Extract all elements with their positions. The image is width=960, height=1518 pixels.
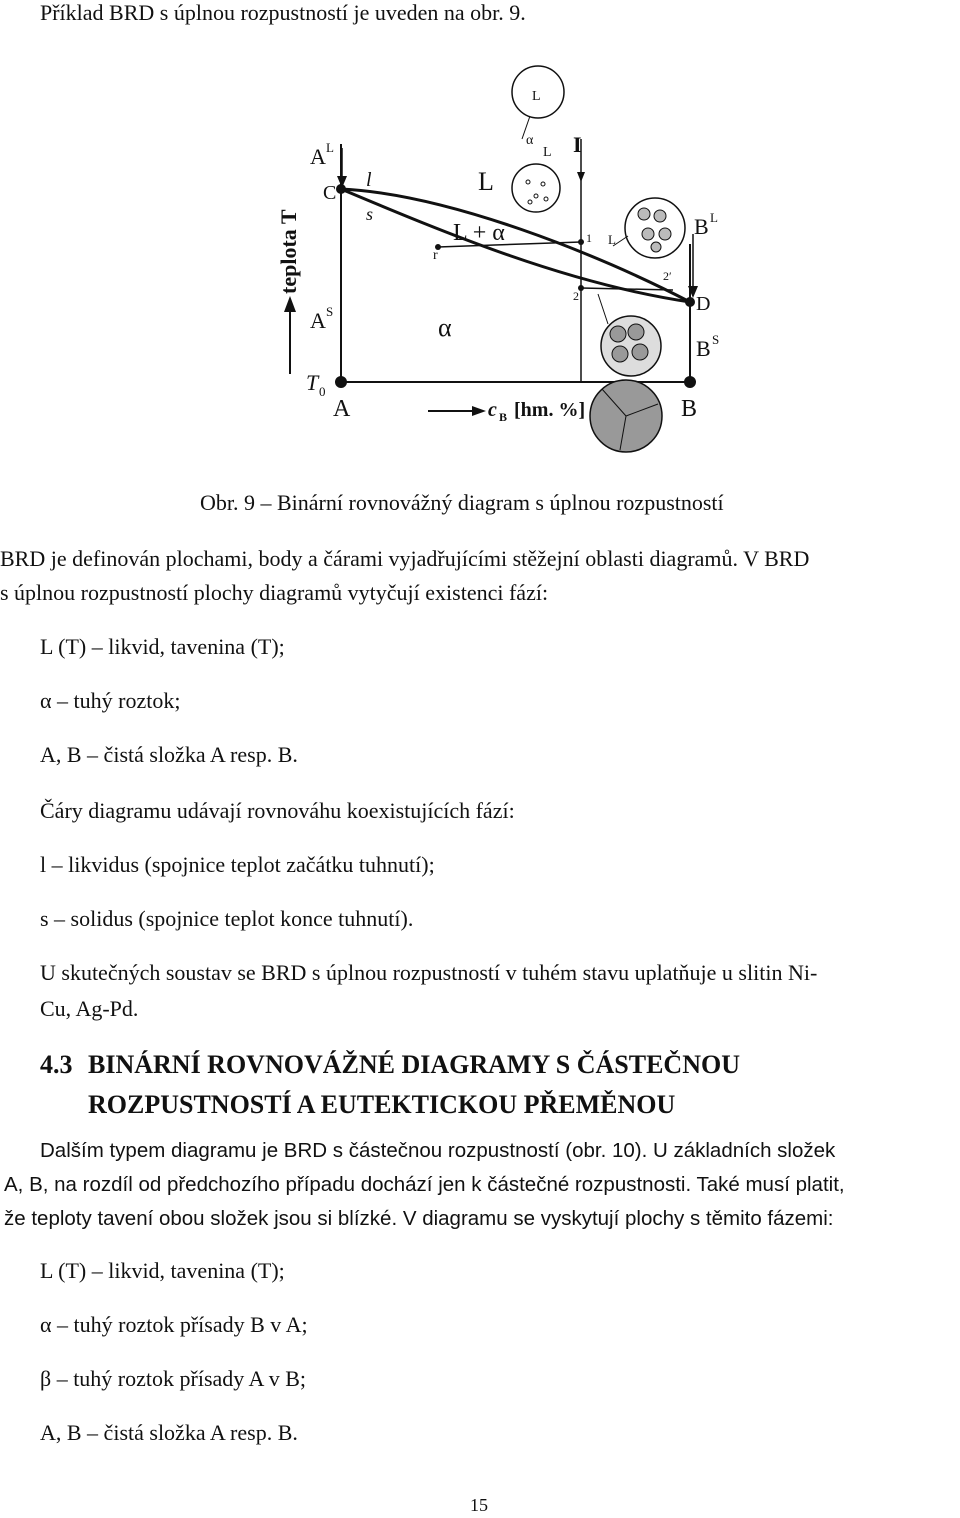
figure-label: B: [696, 336, 711, 361]
list-1-item: α – tuhý roztok;: [40, 688, 181, 713]
paragraph-2: Čáry diagramu udávají rovnováhu koexistujících fází:: [40, 798, 515, 823]
liquidus-curve: [341, 189, 690, 302]
section-title-line-1: BINÁRNÍ ROVNOVÁŽNÉ DIAGRAMY S ČÁSTEČNOU: [88, 1050, 740, 1079]
section-body-line-1: Dalším typem diagramu je BRD s částečnou rozpustností (obr. 10). U základních složek: [40, 1139, 836, 1162]
figure-label: [hm. %]: [514, 399, 586, 421]
figure-label: L: [608, 232, 616, 247]
list-2-item: s – solidus (spojnice teplot konce tuhnutí).: [40, 906, 414, 931]
figure-label: α: [438, 313, 452, 342]
circle-liquid-nuclei: [512, 164, 560, 212]
figure-label: L: [543, 145, 552, 160]
intro-line: Příklad BRD s úplnou rozpustností je uveden na obr. 9.: [40, 0, 526, 25]
solidus-curve: [341, 189, 690, 302]
figure-label: L: [532, 89, 541, 104]
figure-caption: Obr. 9 – Binární rovnovážný diagram s úplnou rozpustností: [200, 490, 724, 515]
section-list-item: β – tuhý roztok přísady A v B;: [40, 1366, 307, 1391]
figure-label: L: [326, 140, 334, 155]
paragraph-3-line-1: U skutečných soustav se BRD s úplnou rozpustností v tuhém stavu uplatňuje u slitin Ni-: [40, 960, 818, 985]
figure-label: 2: [573, 289, 579, 303]
figure-label: s: [366, 204, 374, 224]
figure-label: B: [681, 396, 698, 422]
figure-label: T: [306, 370, 319, 395]
paragraph-3-line-2: Cu, Ag-Pd.: [40, 996, 139, 1021]
paragraph-1-line-1: BRD je definován plochami, body a čárami vyjadřujícími stěžejní oblasti diagramů. V BRD: [0, 546, 810, 571]
figure-label: D: [696, 293, 711, 315]
point-B: [684, 376, 696, 388]
section-list-item: L (T) – likvid, tavenina (T);: [40, 1258, 285, 1283]
tie-line-2: [581, 288, 673, 290]
section-list-item: A, B – čistá složka A resp. B.: [40, 1420, 298, 1445]
figure-label: B: [694, 214, 709, 239]
section-body-line-3: že teploty tavení obou složek jsou si blízké. V diagramu se vyskytují plochy s těmito fázemi:: [4, 1207, 834, 1230]
figure-label: L: [710, 210, 718, 225]
point-1: [578, 239, 584, 245]
list-1-item: A, B – čistá složka A resp. B.: [40, 742, 298, 767]
page-number: 15: [470, 1495, 488, 1515]
figure-label: r: [433, 248, 438, 263]
figure-label: l: [366, 169, 372, 191]
list-1-item: L (T) – likvid, tavenina (T);: [40, 634, 285, 659]
section-number: 4.3: [40, 1050, 73, 1079]
figure-label: A: [310, 308, 326, 333]
figure-label: S: [712, 332, 720, 347]
y-axis-label: teplota T: [276, 209, 301, 294]
figure-label: L: [478, 167, 494, 196]
paragraph-1-line-2: s úplnou rozpustností plochy diagramů vytyčují existenci fází:: [0, 580, 549, 605]
figure-label: A: [333, 396, 351, 422]
figure-label: C: [323, 182, 337, 204]
point-C: [336, 184, 346, 194]
figure-label: 0: [319, 384, 326, 399]
figure-label: 1: [586, 231, 592, 245]
point-A: [335, 376, 347, 388]
list-2-item: l – likvidus (spojnice teplot začátku tuhnutí);: [40, 852, 435, 877]
figure-label: α: [526, 133, 534, 148]
section-list-item: α – tuhý roztok přísady B v A;: [40, 1312, 308, 1337]
section-title-line-2: ROZPUSTNOSTÍ A EUTEKTICKOU PŘEMĚNOU: [88, 1090, 676, 1119]
figure-label: I: [573, 132, 582, 157]
figure-label: S: [326, 304, 334, 319]
point-D: [685, 297, 695, 307]
circle-mostly-solid: [601, 316, 661, 376]
figure-label: L + α: [453, 220, 505, 246]
figure-label: 2′: [663, 269, 672, 283]
section-body-line-2: A, B, na rozdíl od předchozího případu dochází jen k částečné rozpustnosti. Také musí platit,: [4, 1173, 845, 1196]
figure-label: c: [488, 399, 497, 421]
figure-label: A: [310, 144, 326, 169]
figure-label: B: [499, 410, 508, 424]
phase-diagram-figure: [268, 44, 738, 472]
